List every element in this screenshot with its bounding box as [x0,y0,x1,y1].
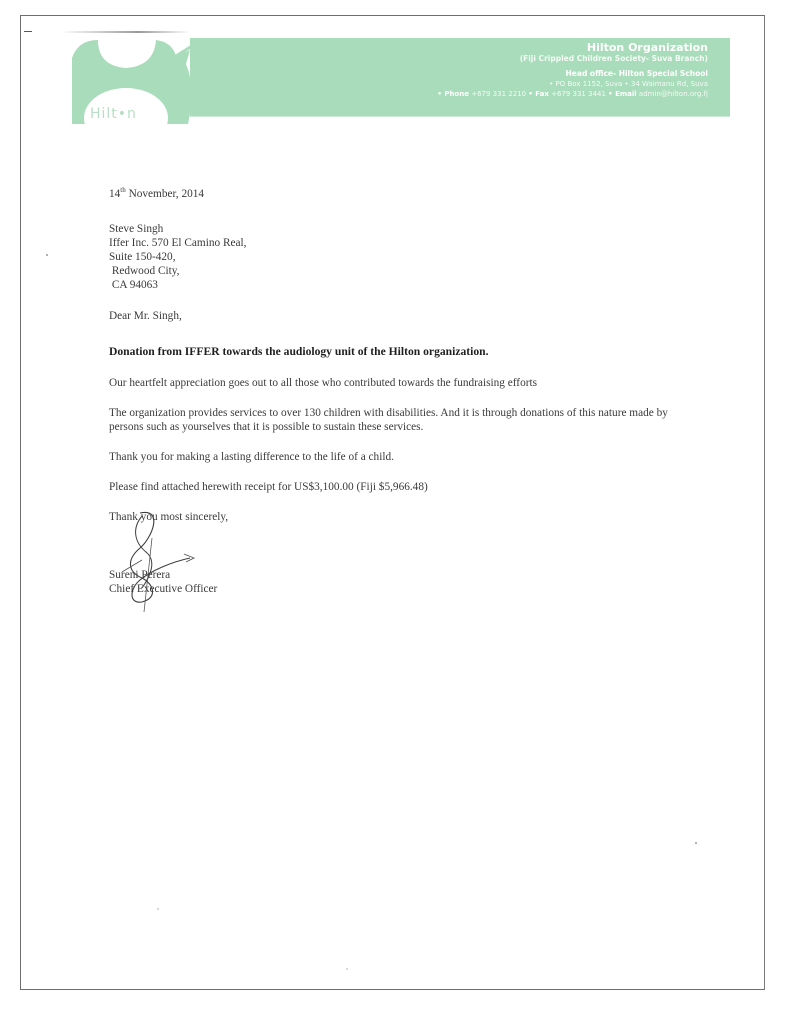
paragraph-thanks: Thank you for making a lasting difference to the life of a child. [109,451,394,463]
letterhead-band [190,38,730,117]
org-contact [437,89,708,100]
recipient-suite: Suite 150-420, [109,251,176,263]
recipient-address [109,222,679,292]
signatory-name: Sureni Perera [109,569,171,581]
fax-label: • Fax [528,90,549,98]
scan-speck [695,842,697,844]
scan-rule [60,31,190,33]
recipient-company: Iffer Inc. 570 El Camino Real, [109,237,247,249]
date-month-year: November, 2014 [125,188,205,200]
closing: Thank you most sincerely, [109,511,229,523]
handwritten-signature [112,508,207,613]
recipient-name: Steve Singh [109,223,164,235]
email-address: admin@hilton.org.fj [638,90,708,98]
email-label: • Email [608,90,637,98]
letter-date [109,187,679,201]
scan-speck [157,908,159,910]
phone-label: • Phone [437,90,469,98]
signatory-title: Chief Executive Officer [109,583,218,595]
head-office: Head office- Hilton Special School [565,69,708,78]
date-day: 14 [109,188,121,200]
logo-wordmark: Hilt•n [90,106,137,122]
letterhead-text [437,41,708,100]
salutation: Dear Mr. Singh, [109,310,182,322]
org-name: Hilton Organization [586,41,708,54]
org-subtitle: (Fiji Crippled Children Society- Suva Branch) [519,54,708,63]
phone-number: +679 331 2210 [471,90,527,98]
fax-number: +679 331 3441 [551,90,606,98]
date-suffix: th [120,186,126,194]
scan-speck [346,968,348,970]
org-address: • PO Box 1152, Suva • 34 Waimanu Rd, Suva [549,80,708,88]
scan-mark [24,31,32,32]
paragraph-services: The organization provides services to over 130 children with disabilities. And it is through donations of this nature made by persons such as yourselves that it is possible to sustain these services. [109,407,668,433]
paragraph-receipt: Please find attached herewith receipt for US$3,100.00 (Fiji $5,966.48) [109,481,428,493]
recipient-city: Redwood City, [109,265,180,277]
subject-line: Donation from IFFER towards the audiology unit of the Hilton organization. [109,345,489,358]
scan-speck [46,254,48,256]
paragraph-appreciation: Our heartfelt appreciation goes out to all those who contributed towards the fundraising efforts [109,377,538,389]
recipient-zip: CA 94063 [109,279,158,291]
